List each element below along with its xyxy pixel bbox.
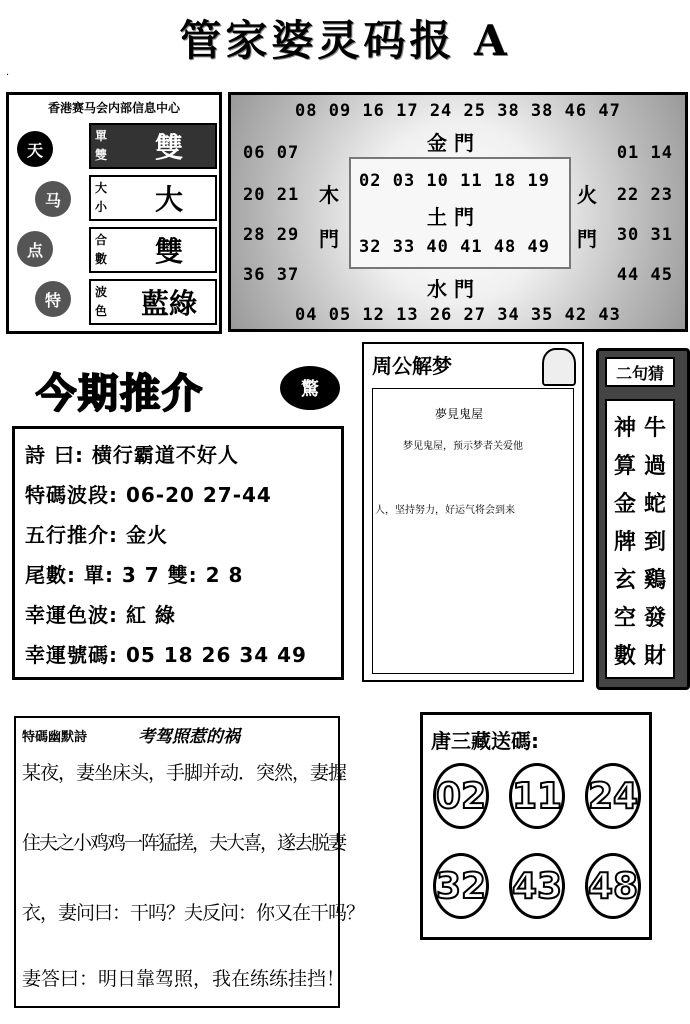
tang-numbers-box bbox=[420, 712, 652, 940]
five-gates-number-frame bbox=[228, 92, 688, 332]
circle-badge: 特 bbox=[35, 281, 71, 317]
water-gate-label: 水 門 bbox=[427, 277, 474, 301]
attr-value: 藍綠 bbox=[140, 287, 197, 320]
right-number: 30 31 bbox=[616, 225, 673, 245]
left-number: 28 29 bbox=[243, 225, 300, 245]
dream-line: 人，坚持努力，好运气将会到来 bbox=[375, 505, 515, 516]
joke-line: 某夜，妻坐床头，手脚并动．突然，妻握 bbox=[22, 762, 347, 784]
tang-title: 唐三藏送碼: bbox=[431, 729, 539, 753]
left-panel-header: 香港赛马会内部信息中心 bbox=[47, 101, 180, 115]
attr-row-big-small bbox=[89, 175, 217, 221]
riddle-line-right: 牛過蛇到鷄發財 bbox=[643, 415, 666, 669]
riddle-content bbox=[605, 399, 675, 679]
attr-row-sum bbox=[89, 227, 217, 273]
earth-gate-box bbox=[349, 157, 571, 269]
riddle-title: 二句猜 bbox=[605, 357, 675, 387]
page-title: 管家婆灵码报 A bbox=[179, 16, 511, 65]
top-number-row: 08 09 16 17 24 25 38 38 46 47 bbox=[295, 101, 621, 121]
period-body bbox=[12, 426, 344, 680]
attr-value: 雙 bbox=[154, 235, 183, 268]
period-row: 幸運色波: 紅 綠 bbox=[25, 603, 176, 627]
right-number: 44 45 bbox=[616, 265, 673, 285]
period-row: 幸運號碼: 05 18 26 34 49 bbox=[25, 643, 307, 667]
attr-value: 大 bbox=[154, 183, 183, 216]
earth-gate-label: 土 門 bbox=[427, 205, 474, 229]
number-ball: 11 bbox=[509, 763, 565, 829]
two-line-riddle bbox=[596, 348, 690, 690]
period-row: 特碼波段: 06-20 27-44 bbox=[25, 483, 272, 507]
circle-badge: 马 bbox=[35, 181, 71, 217]
dream-subtitle: 夢見鬼屋 bbox=[435, 407, 484, 421]
ornament-icon bbox=[542, 348, 576, 386]
attr-row-wave-color bbox=[89, 279, 217, 325]
dream-interpretation-box bbox=[362, 342, 584, 682]
stray-mark: · bbox=[6, 70, 10, 81]
attr-label: 合 數 bbox=[95, 233, 108, 266]
circle-badge: 点 bbox=[17, 231, 53, 267]
number-ball: 24 bbox=[585, 763, 641, 829]
number-ball: 43 bbox=[509, 853, 565, 919]
period-recommendation bbox=[8, 358, 346, 688]
joke-line: 衣，妻问曰：干吗？夫反问：你又在干吗？ bbox=[22, 902, 365, 924]
humor-poem-box bbox=[14, 716, 365, 1008]
number-ball: 48 bbox=[585, 853, 641, 919]
circle-badge: 天 bbox=[17, 131, 53, 167]
period-row: 尾數: 單: 3 7 雙: 2 8 bbox=[25, 563, 244, 587]
attr-value: 雙 bbox=[154, 131, 183, 164]
dream-line: 梦见鬼屋，预示梦者关爱他 bbox=[403, 441, 523, 452]
joke-line: 妻答曰：明日靠驾照，我在练练挂挡！ bbox=[22, 968, 346, 990]
left-info-panel bbox=[6, 92, 222, 334]
joke-line: 住夫之小鸡鸡一阵猛搓，夫大喜，遂去脱妻 bbox=[22, 832, 346, 854]
joke-header: 特碼幽默詩 bbox=[22, 730, 88, 745]
left-number: 20 21 bbox=[243, 185, 300, 205]
number-ball: 02 bbox=[433, 763, 489, 829]
period-title: 今期推介 bbox=[36, 370, 204, 417]
right-number: 01 14 bbox=[616, 143, 673, 163]
left-number: 36 37 bbox=[243, 265, 300, 285]
center-number-row: 02 03 10 11 18 19 bbox=[359, 171, 550, 191]
period-row: 五行推介: 金火 bbox=[25, 523, 168, 547]
dream-content bbox=[372, 388, 574, 674]
attr-row-odd-even bbox=[89, 123, 217, 169]
period-logo: 驚 bbox=[280, 366, 340, 410]
wood-label: 木 bbox=[319, 183, 339, 207]
left-number: 06 07 bbox=[243, 143, 300, 163]
number-ball: 32 bbox=[433, 853, 489, 919]
center-number-row: 32 33 40 41 48 49 bbox=[359, 237, 550, 257]
attr-label: 波 色 bbox=[95, 285, 108, 318]
dream-title: 周公解梦 bbox=[372, 354, 452, 378]
attr-label: 大 小 bbox=[95, 181, 108, 214]
fire-label: 火 bbox=[577, 183, 597, 207]
riddle-line-left: 神算金牌玄空數 bbox=[613, 415, 636, 669]
wood-gate-label: 門 bbox=[319, 227, 339, 251]
joke-title: 考驾照惹的祸 bbox=[138, 727, 240, 747]
fire-gate-label: 門 bbox=[577, 227, 597, 251]
period-row: 詩 曰: 横行霸道不好人 bbox=[25, 443, 239, 467]
bottom-number-row: 04 05 12 13 26 27 34 35 42 43 bbox=[295, 305, 621, 325]
attr-label: 單 雙 bbox=[95, 129, 108, 162]
right-number: 22 23 bbox=[616, 185, 673, 205]
gold-gate-label: 金 門 bbox=[427, 131, 474, 155]
